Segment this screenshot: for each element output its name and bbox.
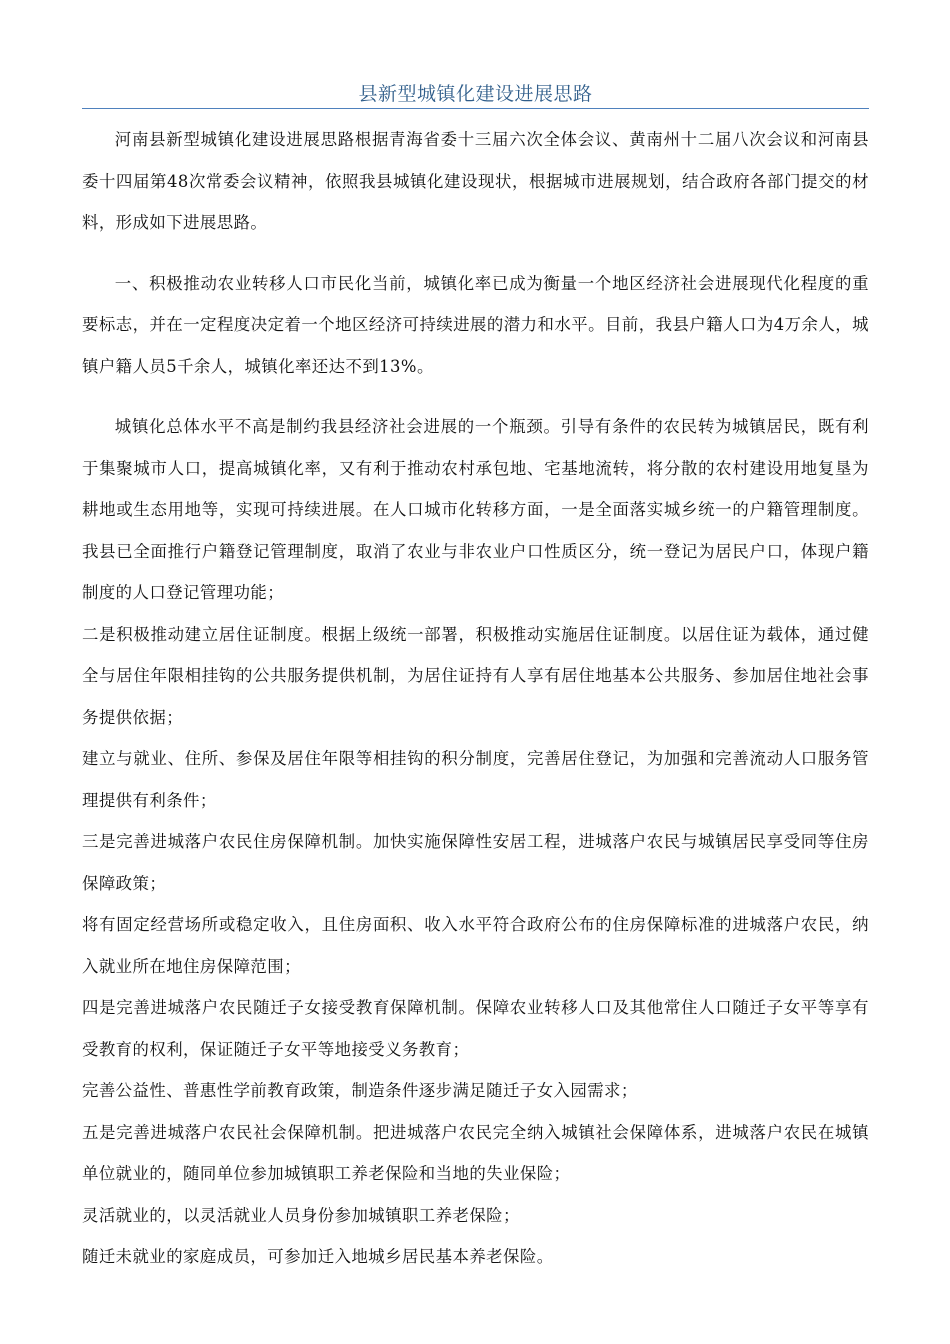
paragraph-education-security: 四是完善进城落户农民随迁子女接受教育保障机制。保障农业转移人口及其他常住人口随迁子女平等享有受教育的权利，保证随迁子女平等地接受义务教育； [82,998,869,1059]
paragraph-section-one: 一、积极推动农业转移人口市民化当前，城镇化率已成为衡量一个地区经济社会进展现代化程度的重要标志，并在一定程度决定着一个地区经济可持续进展的潜力和水平。目前，我县户籍人口为4万余人，城镇户籍人员5千余人，城镇化率还达不到13%。 [82,273,869,376]
paragraph-housing-security: 三是完善进城落户农民住房保障机制。加快实施保障性安居工程，进城落户农民与城镇居民享受同等住房保障政策； [82,832,869,893]
paragraph-housing-scope: 将有固定经营场所或稳定收入，且住房面积、收入水平符合政府公布的住房保障标准的进城落户农民，纳入就业所在地住房保障范围； [82,915,869,976]
document-body [82,119,869,1278]
paragraph-social-security: 五是完善进城落户农民社会保障机制。把进城落户农民完全纳入城镇社会保障体系，进城落户农民在城镇单位就业的，随同单位参加城镇职工养老保险和当地的失业保险； [82,1122,869,1183]
paragraph-preschool-policy: 完善公益性、普惠性学前教育政策，制造条件逐步满足随迁子女入园需求； [82,1081,638,1100]
page-header [82,0,869,109]
document-page [82,0,869,1278]
paragraph-urbanization-level: 城镇化总体水平不高是制约我县经济社会进展的一个瓶颈。引导有条件的农民转为城镇居民，既有利于集聚城市人口，提高城镇化率，又有利于推动农村承包地、宅基地流转，将分散的农村建设用地复垦为耕地或生态用地等，实现可持续进展。在人口城市化转移方面，一是全面落实城乡统一的户籍管理制度。我县已全面推行户籍登记管理制度，取消了农业与非农业户口性质区分，统一登记为居民户口，体现户籍制度的人口登记管理功能； [82,417,869,602]
paragraph-points-system: 建立与就业、住所、参保及居住年限等相挂钩的积分制度，完善居住登记，为加强和完善流动人口服务管理提供有利条件； [82,749,869,810]
paragraph-residence-permit: 二是积极推动建立居住证制度。根据上级统一部署，积极推动实施居住证制度。以居住证为载体，通过健全与居住年限相挂钩的公共服务提供机制，为居住证持有人享有居住地基本公共服务、参加居住地社会事务提供依据； [82,624,869,727]
paragraph-flexible-employment: 灵活就业的，以灵活就业人员身份参加城镇职工养老保险； [82,1205,520,1225]
page-title: 县新型城镇化建设进展思路 [358,83,593,105]
paragraph-family-members: 随迁未就业的家庭成员，可参加迁入地城乡居民基本养老保险。 [82,1247,554,1266]
paragraph-intro: 河南县新型城镇化建设进展思路根据青海省委十三届六次全体会议、黄南州十二届八次会议和河南县委十四届第48次常委会议精神，依照我县城镇化建设现状，根据城市进展规划，结合政府各部门提交的材料，形成如下进展思路。 [82,130,869,232]
header-divider [82,108,869,109]
